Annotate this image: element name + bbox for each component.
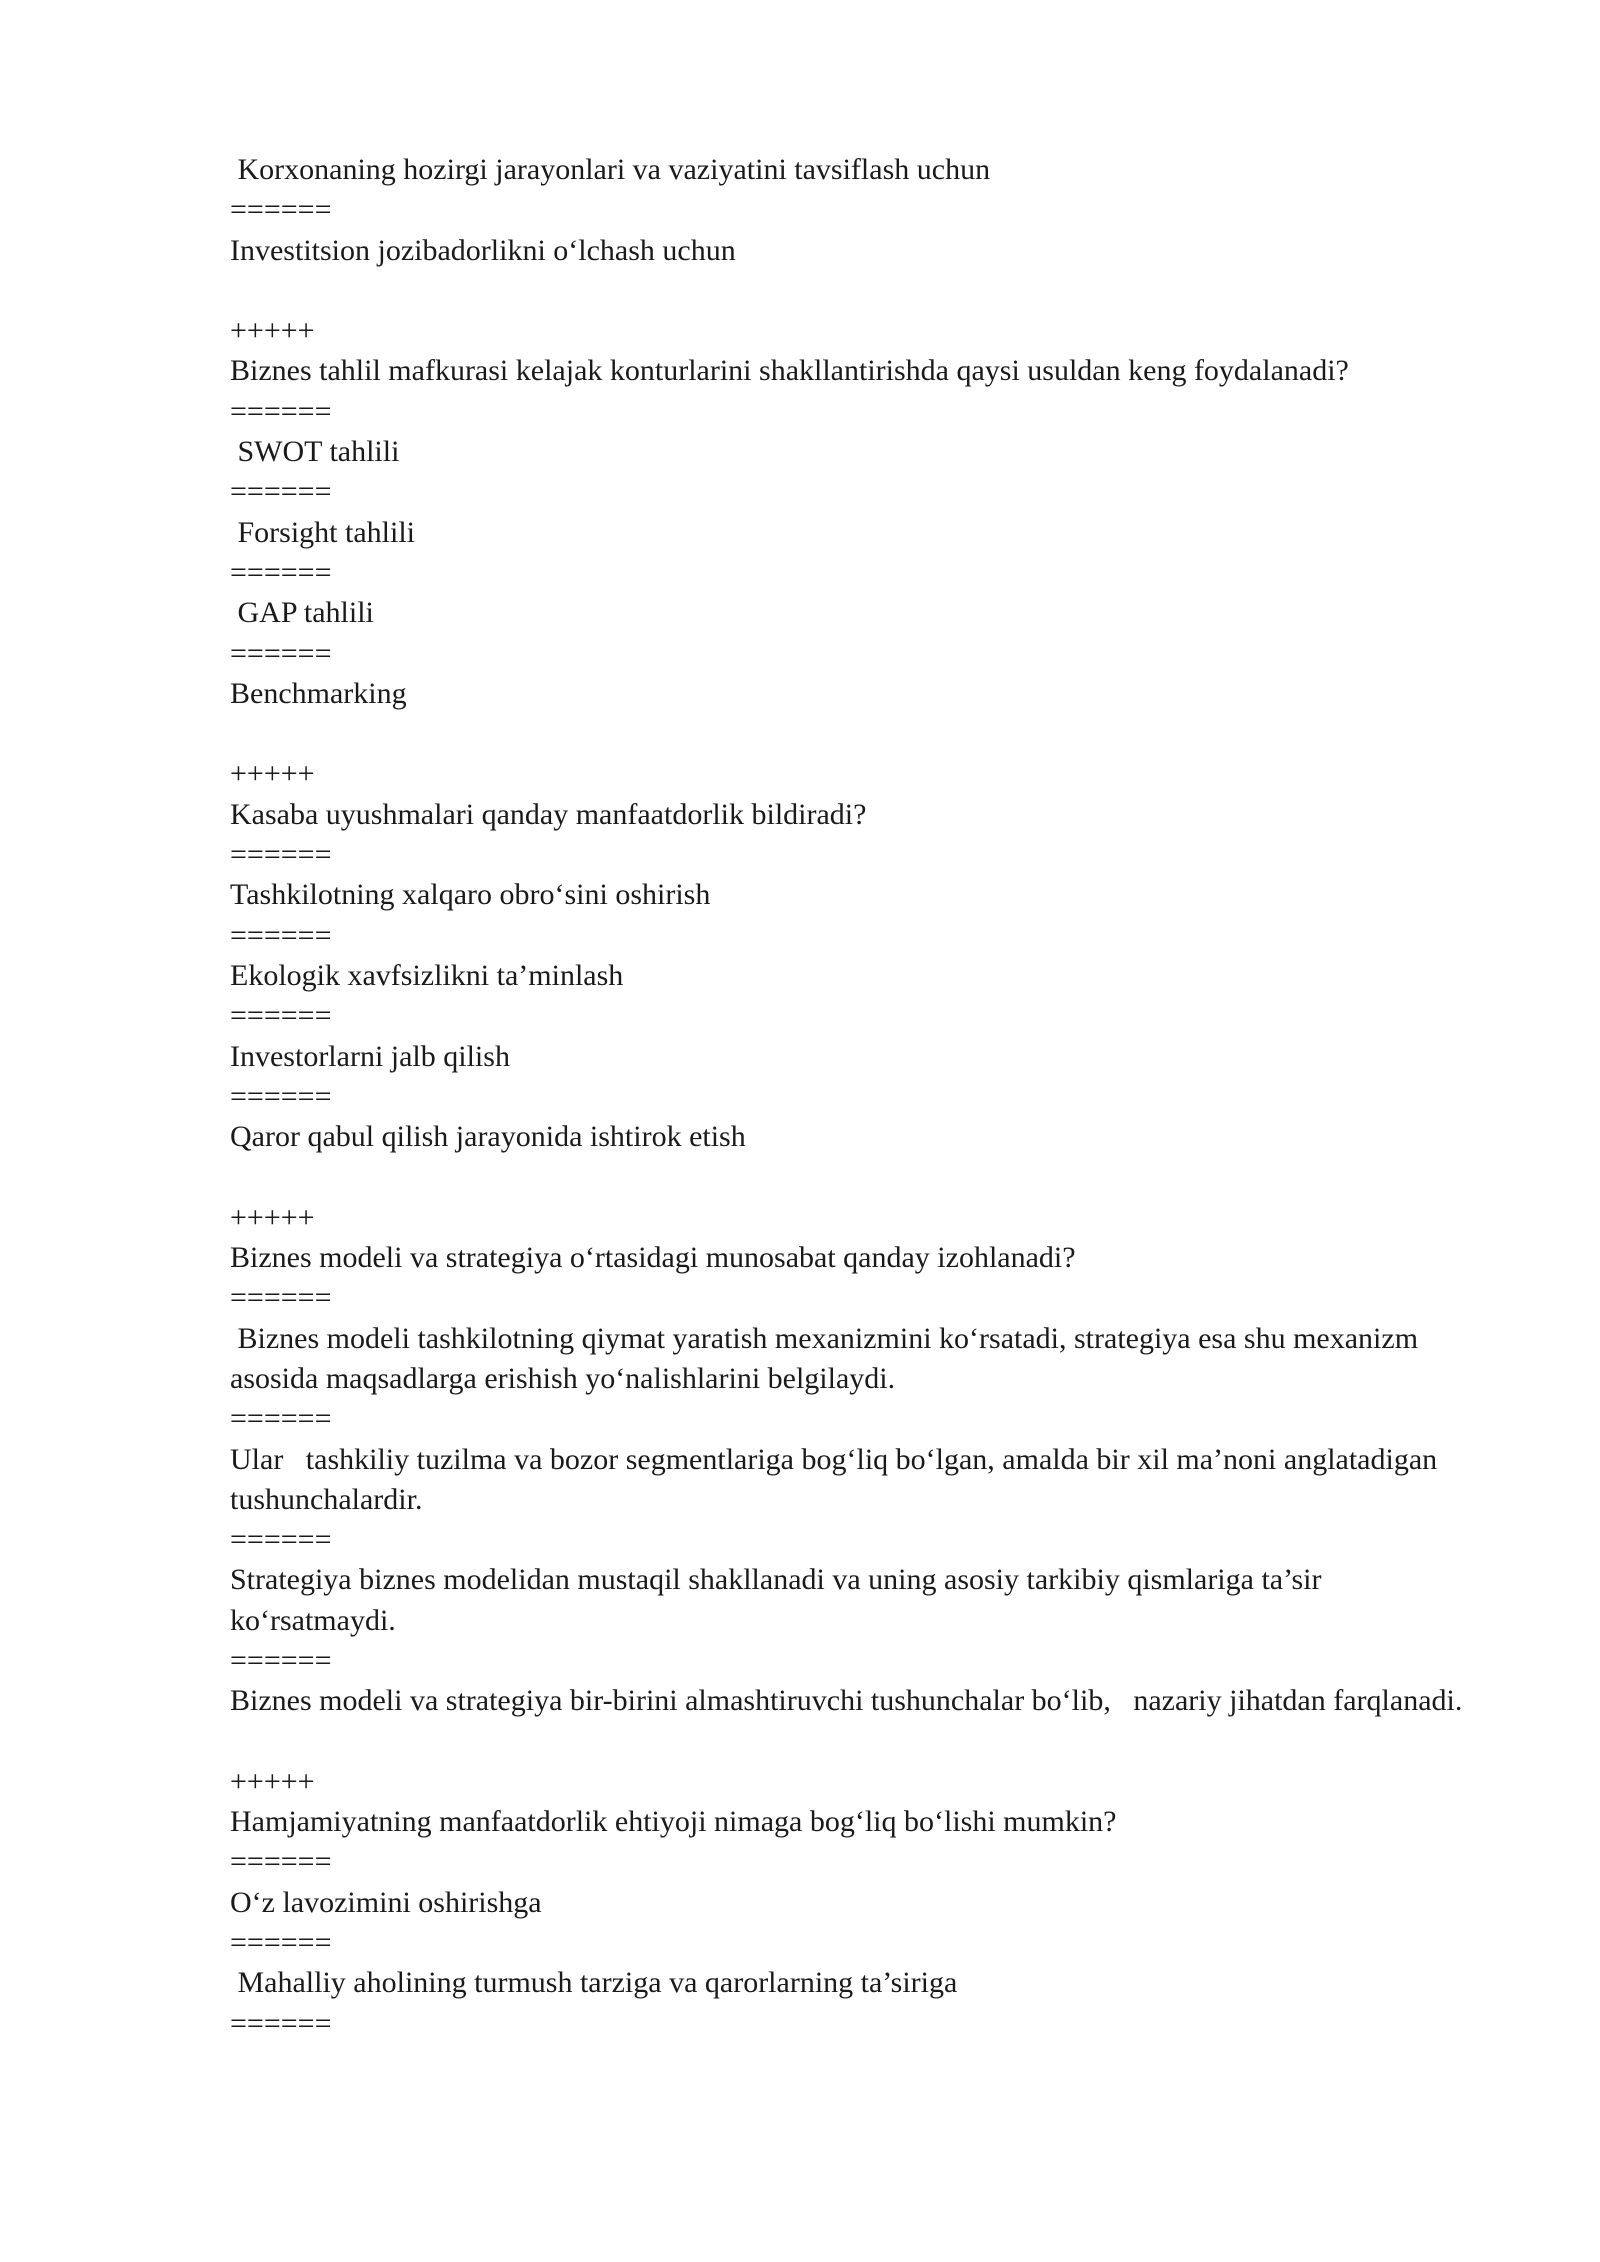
question-marker: +++++ [230, 1764, 315, 1798]
answer-option: GAP tahlili [230, 596, 374, 630]
answer-option: Investitsion jozibadorlikni o‘lchash uchun [230, 233, 736, 267]
answer-option: Benchmarking [230, 676, 407, 710]
answer-option: SWOT tahlili [230, 435, 400, 469]
question-marker: +++++ [230, 1200, 315, 1234]
answer-option: Biznes modeli va strategiya bir-birini almashtiruvchi tushunchalar bo‘lib, nazariy jihatdan farqlanadi. [230, 1684, 1463, 1718]
question-block [230, 1722, 1480, 2044]
question-marker: +++++ [230, 757, 315, 791]
question-text: Hamjamiyatning manfaatdorlik ehtiyoji nimaga bog‘liq bo‘lishi mumkin? [230, 1805, 1117, 1839]
answer-option: Ekologik xavfsizlikni ta’minlash [230, 958, 624, 992]
answer-option: Investorlarni jalb qilish [230, 1039, 510, 1073]
answer-separator: ====== [230, 1281, 332, 1315]
answer-separator: ====== [230, 2006, 332, 2040]
question-block [230, 1157, 1480, 1721]
block-gap [230, 271, 1480, 311]
answer-separator: ====== [230, 555, 332, 589]
block-gap [230, 1157, 1480, 1197]
question-block [230, 150, 1480, 271]
answer-option: Mahalliy aholining turmush tarziga va qarorlarning ta’siriga [230, 1966, 958, 2000]
block-gap [230, 714, 1480, 754]
answer-option: Tashkilotning xalqaro obro‘sini oshirish [230, 878, 711, 912]
question-text: Biznes tahlil mafkurasi kelajak konturlarini shakllantirishda qaysi usuldan keng foydalanadi? [230, 354, 1349, 388]
answer-option: Strategiya biznes modelidan mustaqil shakllanadi va uning asosiy tarkibiy qismlariga ta’sir ko‘rsatmaydi. [230, 1563, 1329, 1637]
answer-separator: ====== [230, 1079, 332, 1113]
answer-option: Forsight tahlili [230, 515, 416, 549]
answer-option: O‘z lavozimini oshirishga [230, 1885, 542, 1919]
answer-separator: ====== [230, 1402, 332, 1436]
answer-separator: ====== [230, 838, 332, 872]
answer-separator: ====== [230, 1523, 332, 1557]
question-text: Biznes modeli va strategiya o‘rtasidagi munosabat qanday izohlanadi? [230, 1241, 1076, 1275]
answer-separator: ====== [230, 918, 332, 952]
block-gap [230, 1722, 1480, 1762]
question-block [230, 271, 1480, 714]
question-block [230, 714, 1480, 1157]
answer-separator: ====== [230, 1643, 332, 1677]
question-marker: +++++ [230, 314, 315, 348]
answer-option: Korxonaning hozirgi jarayonlari va vaziyatini tavsiflash uchun [230, 153, 991, 186]
answer-separator: ====== [230, 394, 332, 428]
answer-separator: ====== [230, 636, 332, 670]
answer-option: Biznes modeli tashkilotning qiymat yaratish mexanizmini ko‘rsatadi, strategiya esa shu mexanizm asosida maqsadlarga erishish yo‘nalishlarini belgilaydi. [230, 1321, 1426, 1395]
answer-separator: ====== [230, 999, 332, 1033]
question-text: Kasaba uyushmalari qanday manfaatdorlik bildiradi? [230, 797, 867, 831]
document-body [230, 150, 1480, 2044]
answer-option: Ular tashkiliy tuzilma va bozor segmentlariga bog‘liq bo‘lgan, amalda bir xil ma’noni anglatadigan tushunchalardir. [230, 1442, 1445, 1516]
answer-separator: ====== [230, 1926, 332, 1960]
answer-separator: ====== [230, 475, 332, 509]
answer-separator: ====== [230, 193, 332, 227]
answer-separator: ====== [230, 1845, 332, 1879]
answer-option: Qaror qabul qilish jarayonida ishtirok etish [230, 1120, 746, 1154]
